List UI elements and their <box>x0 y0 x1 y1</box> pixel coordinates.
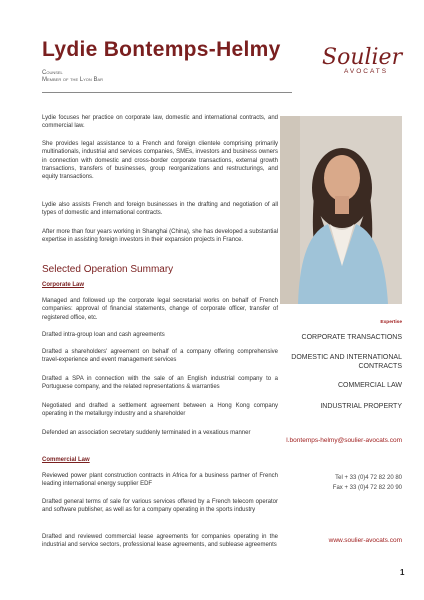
intro-paragraph-4: After more than four years working in Shanghai (China), she has developed a substantial expertise in assisting foreign investors in their expansion projects in France. <box>42 229 278 244</box>
commercial-item: Drafted general terms of sale for various services offered by a French telecom operator and software publisher, as well as for a company operating in the sports industry <box>42 499 278 514</box>
corporate-item: Drafted a shareholders' agreement on behalf of a company offering comprehensive travel-experience and event management services <box>42 349 278 364</box>
intro-paragraph-2: She provides legal assistance to a French and foreign clientele comprising primarily multinationals, industrial and services companies, SMEs, investors and business owners in connection with domestic and cross-border corporate transactions, external growth transactions, transfers of businesses, group reorganizations and restructurings, and equity transactions. <box>42 141 278 181</box>
portrait-photo <box>280 116 402 304</box>
bar-membership: Member of the Lyon Bar <box>42 77 104 83</box>
expertise-label: Expertise <box>380 320 402 325</box>
corporate-item: Drafted a SPA in connection with the sale of an English industrial company to a Portuguese company, and the related representations & warranties <box>42 376 278 391</box>
expertise-item: INDUSTRIAL PROPERTY <box>320 403 402 410</box>
logo-subtitle: AVOCATS <box>344 68 389 75</box>
commercial-item: Reviewed power plant construction contracts in Africa for a business partner of French leading international energy supplier EDF <box>42 473 278 488</box>
corporate-item: Defended an association secretary suddenly terminated in a vexatious manner <box>42 430 251 436</box>
corporate-item: Managed and followed up the corporate legal secretarial works on behalf of French companies: approval of financial statements, change of corporate officer, transfer of registered office, etc. <box>42 298 278 321</box>
section-title: Selected Operation Summary <box>42 264 174 275</box>
expertise-item: COMMERCIAL LAW <box>337 382 402 389</box>
corporate-heading: Corporate Law <box>42 282 85 288</box>
commercial-item: Drafted and reviewed commercial lease agreements for companies operating in the industrial and service sectors, professional lease agreements, and sublease agreements <box>42 534 278 549</box>
intro-paragraph-1: Lydie focuses her practice on corporate law, domestic and international contracts, and commercial law. <box>42 115 278 130</box>
expertise-item: CORPORATE TRANSACTIONS <box>301 334 402 341</box>
page-number: 1 <box>400 568 405 577</box>
logo-script: Soulier <box>322 45 403 70</box>
lawyer-name: Lydie Bontemps-Helmy <box>42 38 281 61</box>
email-link[interactable]: l.bontemps-helmy@soulier-avocats.com <box>286 437 402 444</box>
header-divider <box>42 92 292 93</box>
telephone: Tel + 33 (0)4 72 82 20 80 <box>335 475 402 481</box>
fax: Fax + 33 (0)4 72 82 20 90 <box>332 485 402 491</box>
intro-paragraph-3: Lydie also assists French and foreign businesses in the drafting and negotiation of all types of domestic and international contracts. <box>42 202 278 217</box>
portrait-illustration <box>280 116 402 304</box>
corporate-item: Drafted intra-group loan and cash agreements <box>42 332 165 338</box>
expertise-item: DOMESTIC AND INTERNATIONAL CONTRACTS <box>291 354 402 370</box>
lawyer-role: Counsel <box>42 70 63 76</box>
corporate-item: Negotiated and drafted a settlement agreement between a Hong Kong company operating in the metallurgy industry and a shareholder <box>42 403 278 418</box>
commercial-heading: Commercial Law <box>42 457 90 463</box>
website-link[interactable]: www.soulier-avocats.com <box>328 537 402 544</box>
firm-logo <box>322 45 412 75</box>
